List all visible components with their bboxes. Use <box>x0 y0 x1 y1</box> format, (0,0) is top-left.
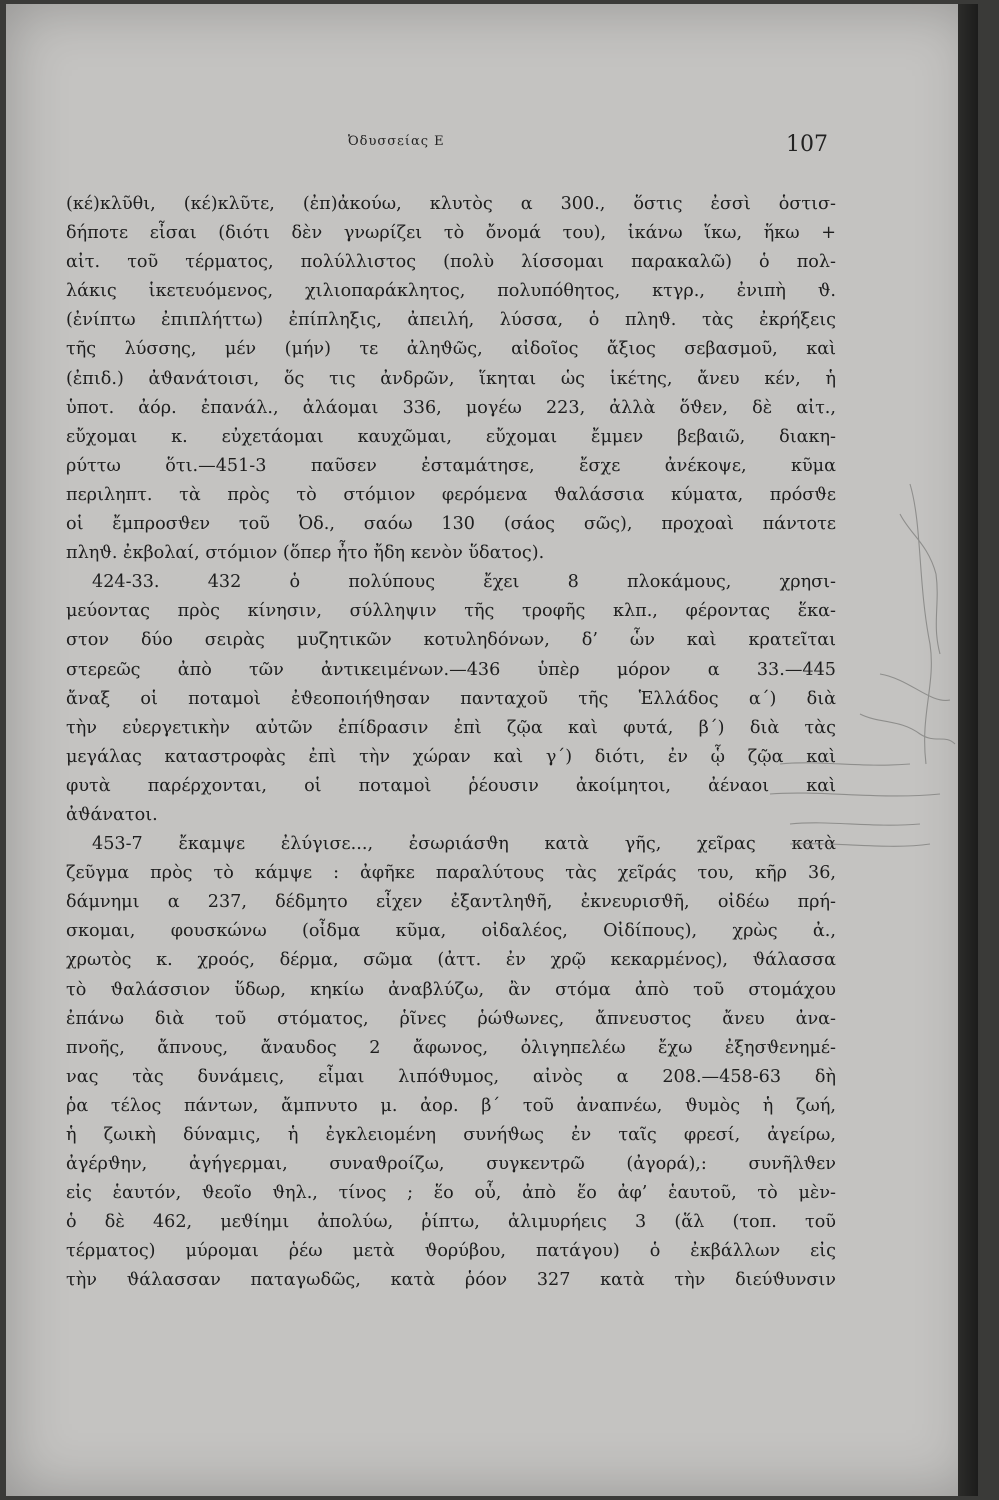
book-page <box>6 4 978 1496</box>
text-line: πνοῆς, ἄπνους, ἄναυδος 2 ἄφωνος, ὀλιγηπελέω ἔχω ἐξησϑενημέ- <box>66 1037 836 1058</box>
text-line: οἱ ἔμπροσϑεν τοῦ Ὀδ., σαόω 130 (σάος σῶς), προχοαὶ πάντοτε <box>66 514 836 535</box>
text-line: ἀγέρϑην, ἀγήγερμαι, συναϑροίζω, συγκεντρῶ (ἀγορά),: συνῆλϑεν <box>66 1154 836 1175</box>
text-line: ὑποτ. ἀόρ. ἐπανάλ., ἀλάομαι 336, μογέω 223, ἀλλὰ ὅϑεν, δὲ αἰτ., <box>66 397 836 418</box>
running-title: Ὀδυσσείας Ε <box>348 134 445 149</box>
text-line: (ἐνίπτω ἐπιπλήττω) ἐπίπληξις, ἀπειλή, λύσσα, ὁ πληϑ. τὰς ἐκρήξεις <box>66 310 836 331</box>
text-line: ἀϑάνατοι. <box>66 804 158 825</box>
text-line: μεγάλας καταστροφὰς ἐπὶ τὴν χώραν καὶ γ΄) διότι, ἐν ᾧ ζῷα καὶ <box>66 746 836 767</box>
text-line: περιληπτ. τὰ πρὸς τὸ στόμιον φερόμενα ϑαλάσσια κύματα, πρόσϑε <box>66 484 836 505</box>
text-line: τὸ ϑαλάσσιον ὕδωρ, κηκίω ἀναβλύζω, ἂν στόμα ἀπὸ τοῦ στομάχου <box>66 979 836 1000</box>
book-binding-edge <box>958 4 978 1496</box>
page-number: 107 <box>786 132 828 157</box>
text-line: ἡ ζωικὴ δύναμις, ἡ ἐγκλειομένη συνήϑως ἐν ταῖς φρεσί, ἀγείρω, <box>66 1125 836 1145</box>
text-line: ζεῦγμα πρὸς τὸ κάμψε : ἀφῆκε παραλύτους τὰς χεῖράς του, κῆρ 36, <box>66 863 836 884</box>
text-line: 424-33. 432 ὁ πολύπους ἔχει 8 πλοκάμους, χρησι- <box>92 572 836 593</box>
text-line: ρύττω ὅτι.—451-3 παῦσεν ἐσταμάτησε, ἔσχε ἀνέκοψε, κῦμα <box>66 455 836 476</box>
text-line: τὴν εὐεργετικὴν αὐτῶν ἐπίδρασιν ἐπὶ ζῷα καὶ φυτά, β΄) διὰ τὰς <box>66 717 836 738</box>
text-line: στον δύο σειρὰς μυζητικῶν κοτυληδόνων, δ’ ὧν καὶ κρατεῖται <box>66 630 836 651</box>
text-line: στερεῶς ἀπὸ τῶν ἀντικειμένων.—436 ὑπὲρ μόρον α 33.—445 <box>66 659 836 680</box>
text-line: 453-7 ἔκαμψε ἐλύγισε..., ἐσωριάσϑη κατὰ γῆς, χεῖρας κατὰ <box>92 834 836 855</box>
text-line: εὔχομαι κ. εὐχετάομαι καυχῶμαι, εὔχομαι ἔμμεν βεβαιῶ, διακη- <box>66 426 836 447</box>
text-line: μεύοντας πρὸς κίνησιν, σύλληψιν τῆς τροφῆς κλπ., φέροντας ἕκα- <box>66 601 836 622</box>
text-line: τέρματος) μύρομαι ῥέω μετὰ ϑορύβου, πατάγου) ὁ ἐκβάλλων εἰς <box>66 1241 836 1262</box>
text-line: δάμνημι α 237, δέδμητο εἶχεν ἐξαντληϑῆ, ἐκνευρισϑῆ, οἰδέω πρή- <box>66 892 836 913</box>
text-line: τὴν ϑάλασσαν παταγωδῶς, κατὰ ῥόον 327 κατὰ τὴν διεύϑυνσιν <box>66 1270 836 1291</box>
text-line: ἄναξ οἱ ποταμοὶ ἐϑεοποιήϑησαν πανταχοῦ τῆς Ἑλλάδος α΄) διὰ <box>66 688 836 709</box>
text-line: τῆς λύσσης, μέν (μήν) τε ἀληϑῶς, αἰδοῖος ἄξιος σεβασμοῦ, καὶ <box>66 339 836 360</box>
text-line: ῥα τέλος πάντων, ἄμπνυτο μ. ἀορ. β΄ τοῦ ἀναπνέω, ϑυμὸς ἡ ζωή, <box>66 1095 836 1116</box>
text-line: πληϑ. ἐκβολαί, στόμιον (ὅπερ ἦτο ἤδη κενὸν ὕδατος). <box>66 543 545 564</box>
text-line: (ἐπιδ.) ἀϑανάτοισι, ὅς τις ἀνδρῶν, ἵκηται ὡς ἱκέτης, ἄνευ κέν, ἡ <box>66 368 836 389</box>
text-line: δήποτε εἶσαι (διότι δὲν γνωρίζει τὸ ὄνομά του), ἱκάνω ἵκω, ἥκω + <box>66 223 836 244</box>
text-line: λάκις ἱκετευόμενος, χιλιοπαράκλητος, πολυπόθητος, κτγρ., ἐνιπὴ ϑ. <box>66 281 836 302</box>
text-line: εἰς ἑαυτόν, ϑεοῖο ϑηλ., τίνος ; ἕο οὗ, ἀπὸ ἕο ἀφ’ ἑαυτοῦ, τὸ μὲν- <box>66 1183 836 1204</box>
text-line: φυτὰ παρέρχονται, οἱ ποταμοὶ ῥέουσιν ἀκοίμητοι, ἀέναοι καὶ <box>66 775 836 796</box>
text-line: ὁ δὲ 462, μεϑίημι ἀπολύω, ῥίπτω, ἁλιμυρήεις 3 (ἅλ (τοπ. τοῦ <box>66 1212 836 1233</box>
text-line: νας τὰς δυνάμεις, εἶμαι λιπόϑυμος, αἰνὸς α 208.—458-63 δὴ <box>66 1066 836 1087</box>
text-line: αἰτ. τοῦ τέρματος, πολύλλιστος (πολὺ λίσσομαι παρακαλῶ) ὁ πολ- <box>66 252 836 273</box>
text-line: σκομαι, φουσκώνω (οἶδμα κῦμα, οἰδαλέος, Οἰδίπους), χρὼς ἀ., <box>66 921 836 942</box>
running-head <box>6 132 978 162</box>
text-line: χρωτὸς κ. χροός, δέρμα, σῶμα (ἀττ. ἐν χρῷ κεκαρμένος), ϑάλασσα <box>66 950 836 971</box>
text-line: ἐπάνω διὰ τοῦ στόματος, ῥῖνες ῥώϑωνες, ἄπνευστος ἄνευ ἀνα- <box>66 1008 836 1029</box>
pencil-marks <box>760 464 960 934</box>
commentary-text <box>66 190 836 1296</box>
text-line: (κέ)κλῦθι, (κέ)κλῦτε, (ἐπ)ἀκούω, κλυτὸς α 300., ὅστις ἐσσὶ ὁστισ- <box>66 194 836 214</box>
